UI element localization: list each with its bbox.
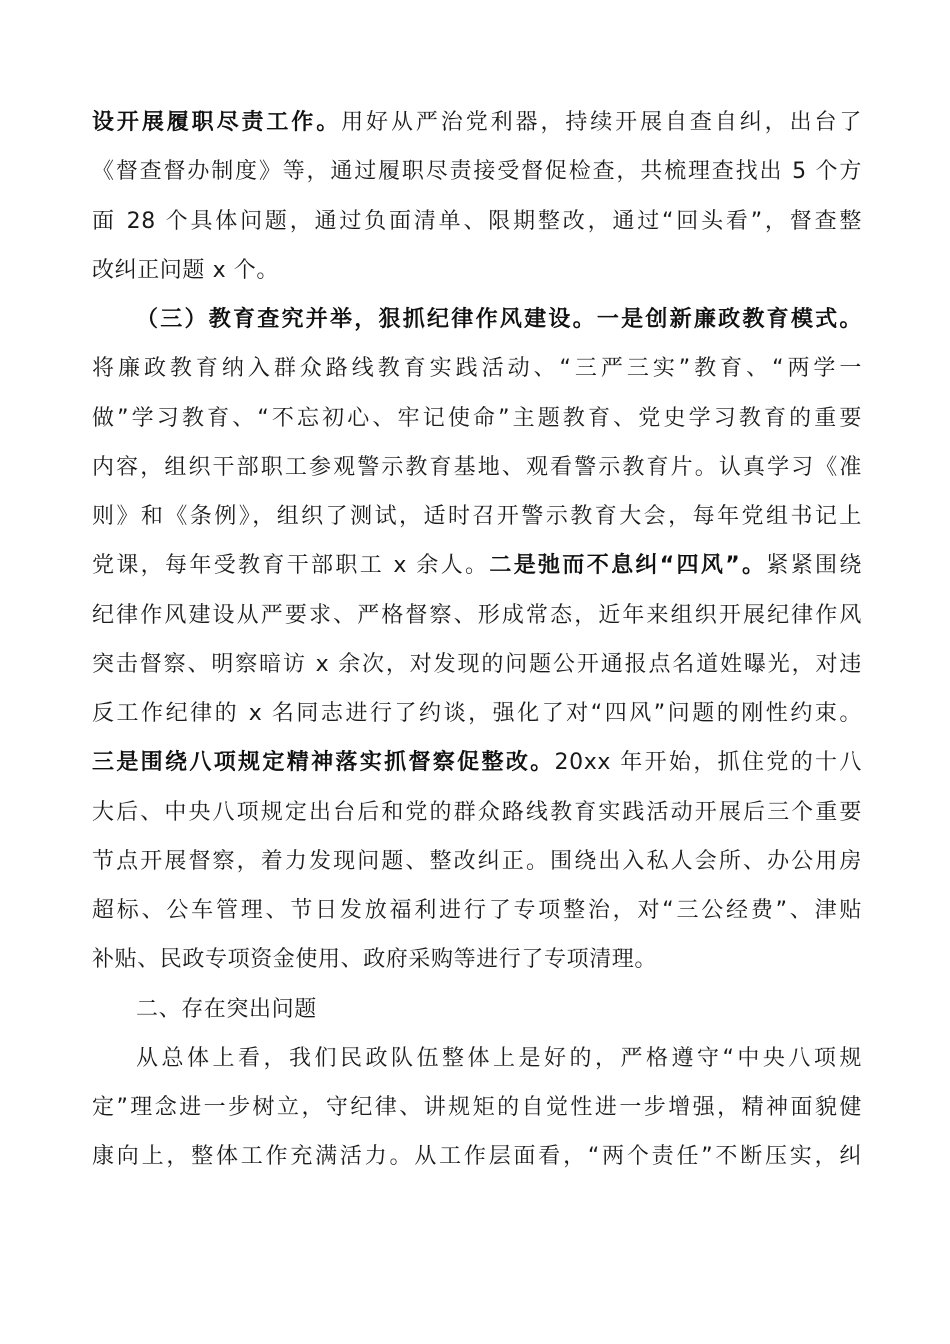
text-run: 将廉政教育纳入群众路线教育实践活动、“三严三实”教育、“两学一: [92, 356, 862, 382]
text-line: [92, 1138, 862, 1176]
text-run: 20xx 年开始，抓住党的十八: [554, 750, 862, 776]
text-line: [92, 449, 862, 487]
text-run: 突击督察、明察暗访 x 余次，对发现的问题公开通报点名道姓曝光，对违: [92, 651, 862, 677]
text-run: 用好从严治党利器，持续开展自查自纠，出台了: [341, 110, 862, 135]
bold-text-run: 设开展履职尽责工作。: [92, 110, 342, 135]
text-line: [92, 744, 862, 782]
text-line: [92, 695, 862, 733]
text-line: [92, 153, 862, 191]
text-line: [92, 547, 862, 585]
text-line: [136, 991, 862, 1029]
text-line: [92, 203, 862, 241]
text-run: 党课，每年受教育干部职工 x 余人。: [92, 553, 490, 579]
text-run: 则》和《条例》，组织了测试，适时召开警示教育大会，每年党组书记上: [92, 504, 862, 529]
text-run: 《督查督办制度》等，通过履职尽责接受督促检查，共梳理查找出 5 个方: [92, 159, 862, 185]
text-run: 二、存在突出问题: [136, 996, 317, 1022]
bold-text-run: （三）教育查究并举，狠抓纪律作风建设。一是创新廉政教育模式。: [136, 307, 862, 332]
text-line: [92, 843, 862, 881]
text-line: [92, 892, 862, 930]
text-line: [92, 646, 862, 684]
text-run: 改纠正问题 x 个。: [92, 257, 280, 283]
text-run: 内容，组织干部职工参观警示教育基地、观看警示教育片。认真学习《准: [92, 454, 862, 480]
bold-text-run: 三是围绕八项规定精神落实抓督察促整改。: [92, 750, 555, 776]
text-line: [92, 941, 862, 979]
text-line: [92, 350, 862, 388]
text-line: [92, 498, 862, 536]
text-run: 反工作纪律的 x 名同志进行了约谈，强化了对“四风”问题的刚性约束。: [92, 701, 862, 726]
text-line: [92, 1089, 862, 1127]
text-line: [92, 400, 862, 438]
text-run: 从总体上看，我们民政队伍整体上是好的，严格遵守“中央八项规: [136, 1045, 862, 1071]
bold-text-run: 二是弛而不息纠“四风”。: [489, 553, 767, 579]
text-line: [92, 597, 862, 635]
text-run: 做”学习教育、“不忘初心、牢记使命”主题教育、党史学习教育的重要: [92, 405, 862, 431]
text-run: 康向上，整体工作充满活力。从工作层面看，“两个责任”不断压实，纠: [92, 1144, 862, 1170]
text-run: 补贴、民政专项资金使用、政府采购等进行了专项清理。: [92, 947, 658, 973]
text-line: [92, 252, 862, 290]
text-run: 超标、公车管理、节日发放福利进行了专项整治，对“三公经费”、津贴: [92, 898, 862, 923]
text-line: [136, 1040, 862, 1078]
text-run: 紧紧围绕: [766, 553, 862, 579]
text-line: [136, 301, 862, 339]
text-run: 面 28 个具体问题，通过负面清单、限期整改，通过“回头看”，督查整: [92, 208, 862, 234]
text-line: [92, 104, 862, 142]
text-run: 节点开展督察，着力发现问题、整改纠正。围绕出入私人会所、办公用房: [92, 848, 862, 874]
text-line: [92, 794, 862, 832]
text-run: 纪律作风建设从严要求、严格督察、形成常态，近年来组织开展纪律作风: [92, 602, 862, 628]
text-run: 大后、中央八项规定出台后和党的群众路线教育实践活动开展后三个重要: [92, 799, 862, 825]
text-run: 定”理念进一步树立，守纪律、讲规矩的自觉性进一步增强，精神面貌健: [92, 1095, 862, 1120]
